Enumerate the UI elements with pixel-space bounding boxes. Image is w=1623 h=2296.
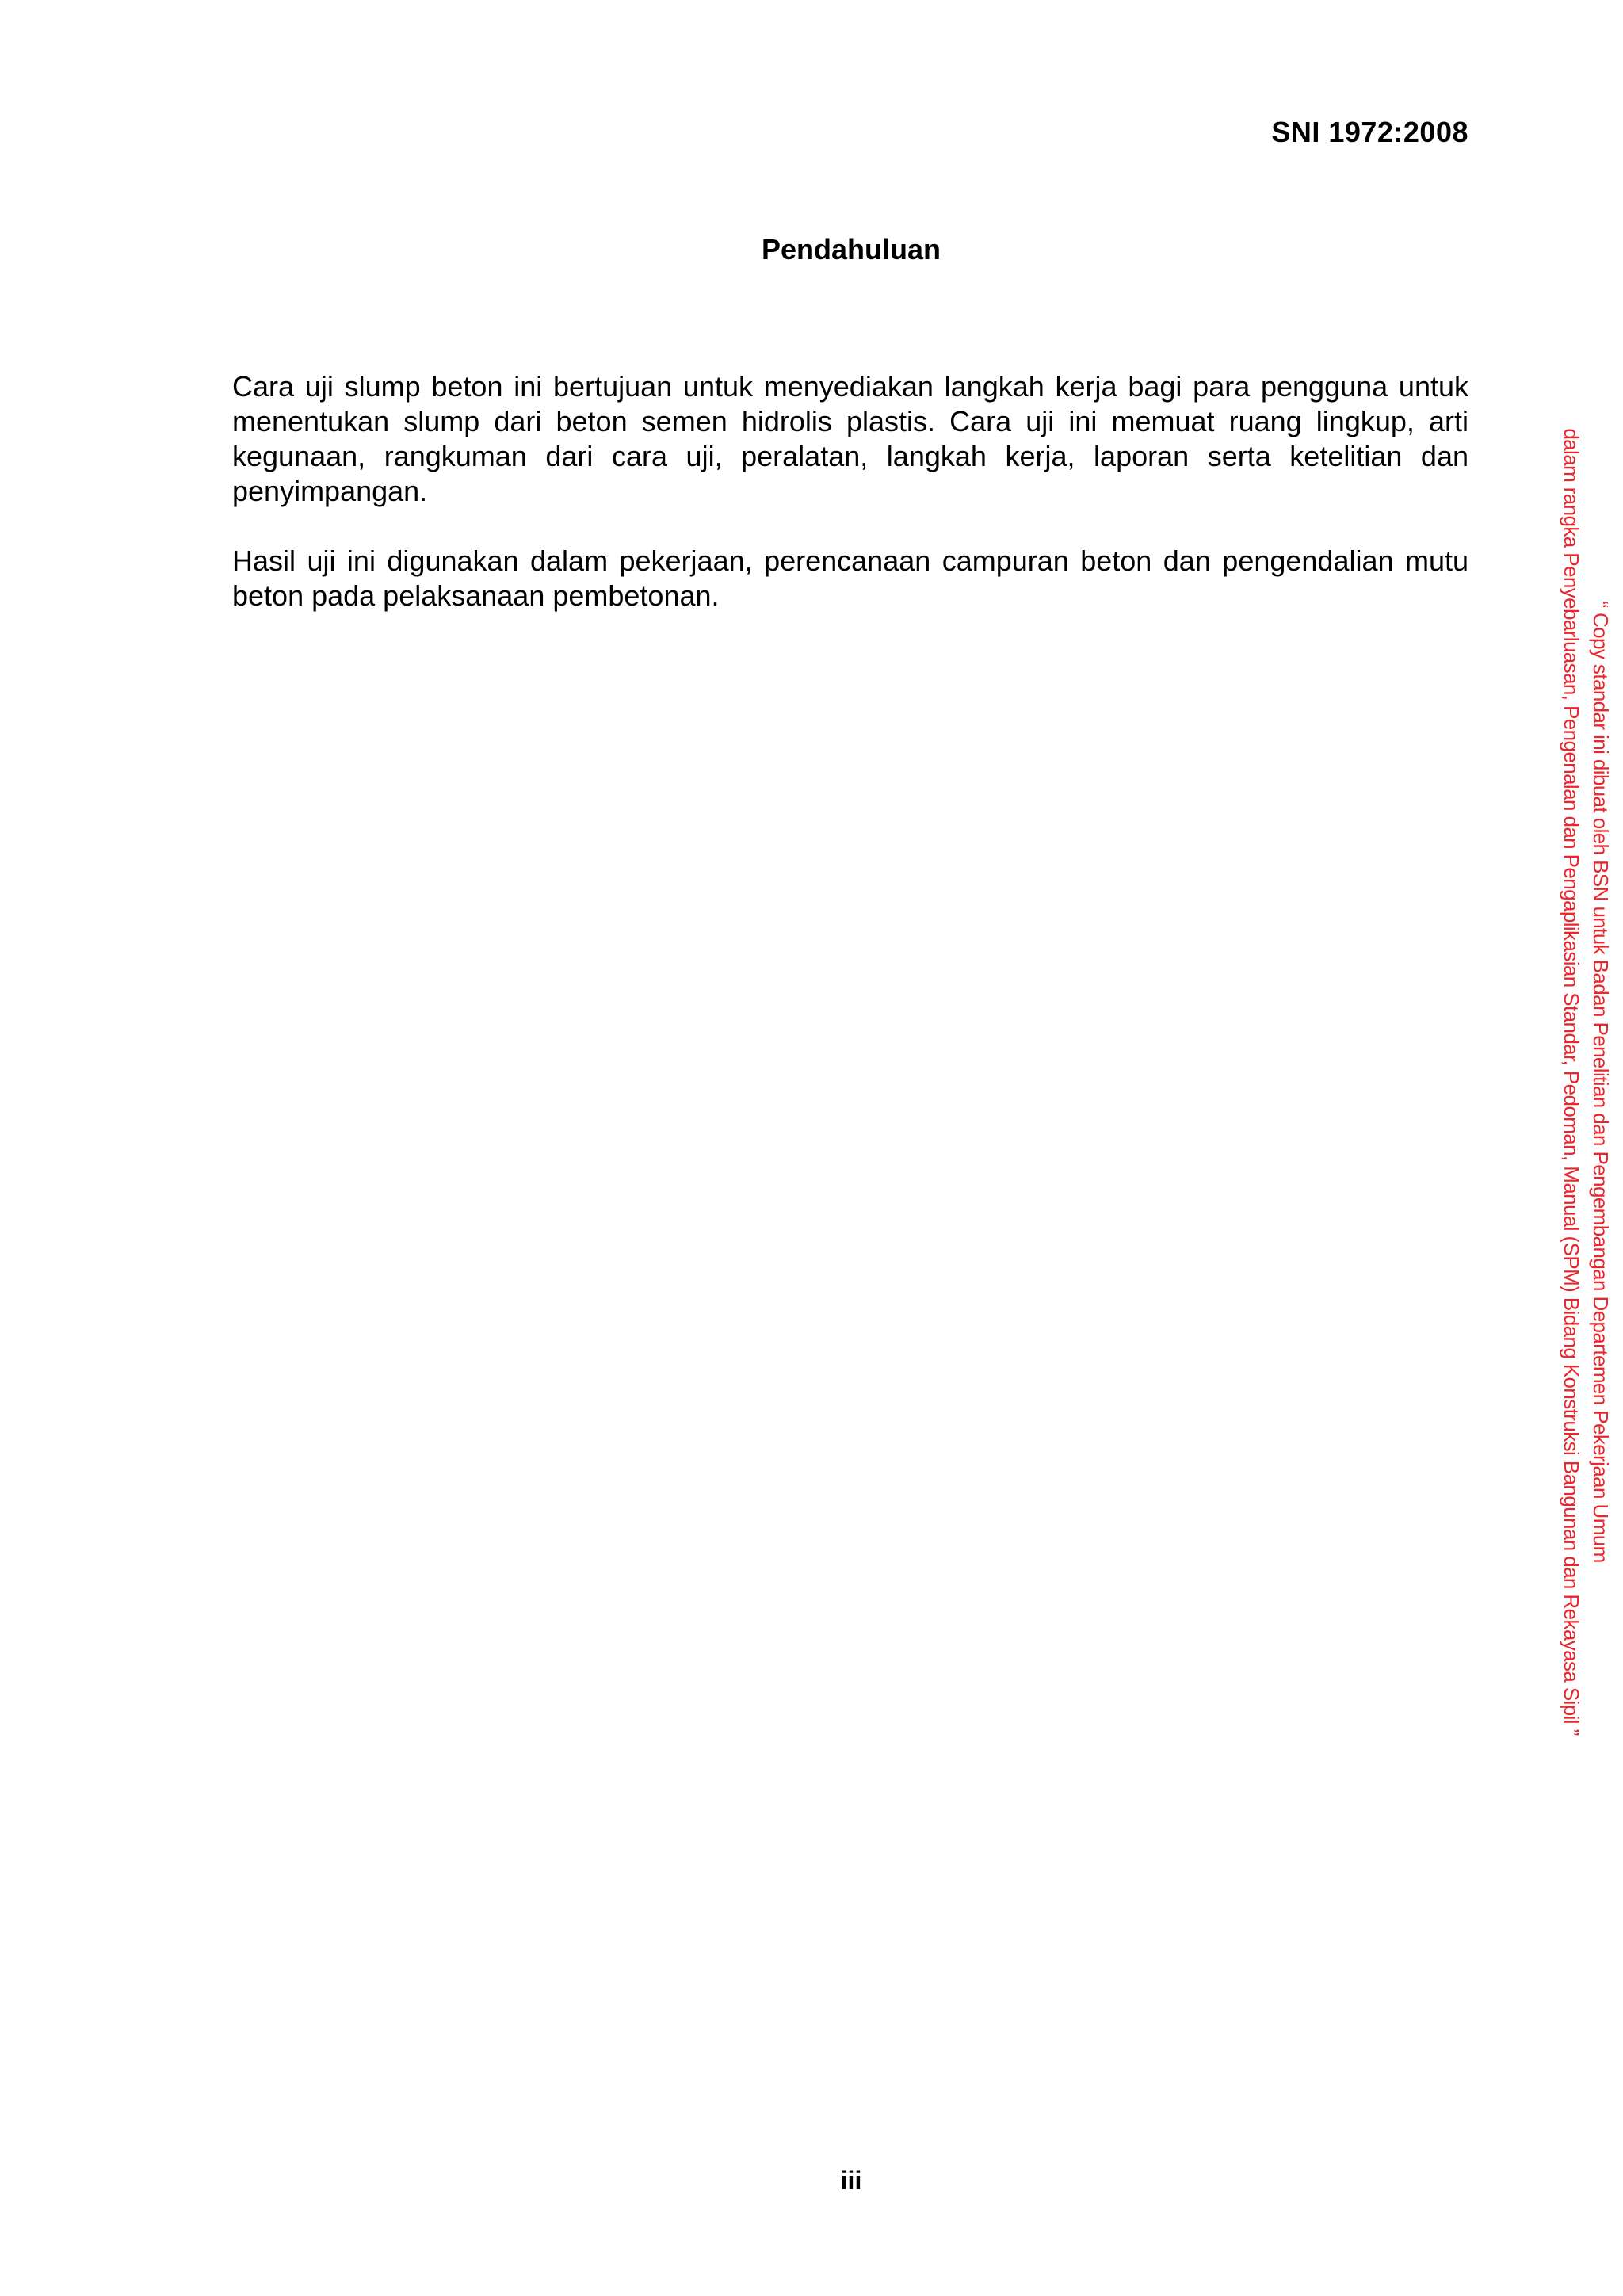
watermark-line: “ Copy standar ini dibuat oleh BSN untuk Badan Penelitian dan Pengembangan Departemen Pekerjaan Umum	[1589, 601, 1613, 1563]
section-title: Pendahuluan	[761, 233, 941, 266]
watermark-line: dalam rangka Penyebarluasan, Pengenalan dan Pengaplikasian Standar, Pedoman, Manual (SPM) Bidang Konstruksi Bangunan dan Rekayasa Sipil ”	[1560, 428, 1583, 1736]
body-text	[232, 369, 1468, 648]
document-code: SNI 1972:2008	[1271, 116, 1468, 148]
paragraph: Hasil uji ini digunakan dalam pekerjaan, perencanaan campuran beton dan pengendalian mutu beton pada pelaksanaan pembetonan.	[232, 544, 1468, 612]
page-number: iii	[840, 2166, 862, 2195]
paragraph: Cara uji slump beton ini bertujuan untuk menyediakan langkah kerja bagi para pengguna untuk menentukan slump dari beton semen hidrolis plastis. Cara uji ini memuat ruang lingkup, arti kegunaan, rangkuman dari cara uji, peralatan, langkah kerja, laporan serta ketelitian dan penyimpangan.	[232, 370, 1468, 507]
copyright-watermark	[1560, 361, 1623, 1803]
